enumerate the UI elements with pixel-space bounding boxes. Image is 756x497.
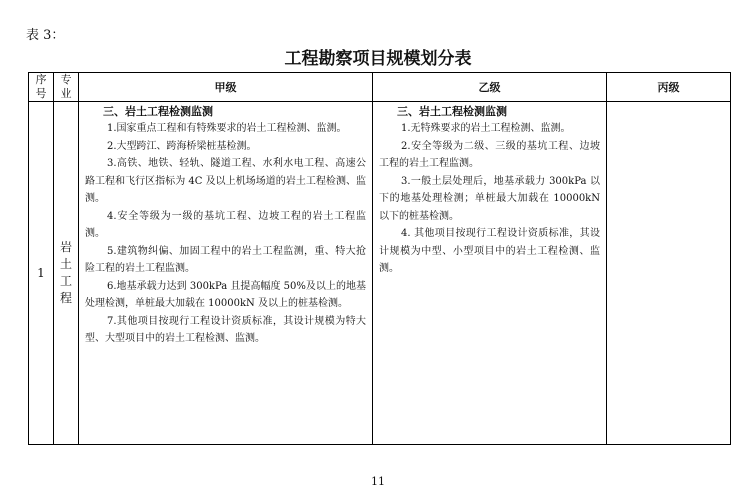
- grade-a-item: 2.大型跨江、跨海桥梁桩基检测。: [107, 140, 257, 152]
- header-major-char: 业: [60, 87, 72, 100]
- grade-a-item: 4.安全等级为一级的基坑工程、边坡工程的岩土工程监测。: [85, 210, 366, 239]
- page-number: 11: [371, 475, 385, 488]
- row-seq: 1: [29, 102, 54, 445]
- grade-b-item: 1.无特殊要求的岩土工程检测、监测。: [401, 123, 571, 134]
- project-scale-table: [28, 72, 731, 445]
- table-number-label: 表 3：: [26, 28, 65, 43]
- table-row: [29, 102, 731, 445]
- grade-a-content: [79, 102, 373, 445]
- grade-b-item: 2.安全等级为二级、三级的基坑工程、边坡工程的岩土工程监测。: [379, 140, 600, 169]
- grade-c-content: [607, 102, 731, 445]
- header-seq-char: 号: [35, 87, 47, 100]
- major-char: 岩: [59, 240, 72, 254]
- grade-a-item: 6.地基承载力达到 300kPa 且提高幅度 50%及以上的地基处理检测，单桩最大加载在 10000kN 及以上的桩基检测。: [85, 280, 366, 309]
- grade-b-content: [373, 102, 607, 445]
- header-row: [29, 73, 731, 102]
- grade-b-item: 4. 其他项目按现行工程设计资质标准，其设计规模为中型、小型项目中的岩土工程检测、监测。: [379, 228, 600, 274]
- header-grade-a: 甲级: [79, 73, 373, 102]
- grade-b-heading: 三、岩土工程检测监测: [397, 105, 507, 118]
- page-title: 工程勘察项目规模划分表: [284, 49, 472, 69]
- header-major-char: 专: [60, 73, 72, 86]
- grade-a-item: 3.高铁、地铁、轻轨、隧道工程、水利水电工程、高速公路工程和飞行区指标为 4C 及以上机场场道的岩土工程检测、监测。: [85, 158, 366, 204]
- grade-a-item: 7.其他项目按现行工程设计资质标准，其设计规模为特大型、大型项目中的岩土工程检测、监测。: [85, 315, 366, 344]
- grade-b-item: 3.一般土层处理后，地基承载力 300kPa 以下的地基处理检测；单桩最大加载在 10000kN 以下的桩基检测。: [379, 175, 600, 222]
- header-major: [54, 73, 79, 102]
- grade-a-heading: 三、岩土工程检测监测: [103, 105, 213, 118]
- major-char: 程: [59, 291, 72, 305]
- header-grade-b: 乙级: [373, 73, 607, 102]
- row-major: [54, 102, 79, 445]
- major-char: 土: [59, 257, 72, 271]
- grade-a-item: 5.建筑物纠偏、加固工程中的岩土工程监测，重、特大抢险工程的岩土工程监测。: [85, 245, 366, 274]
- header-seq: [29, 73, 54, 102]
- header-grade-c: 丙级: [607, 73, 731, 102]
- grade-a-item: 1.国家重点工程和有特殊要求的岩土工程检测、监测。: [107, 123, 347, 134]
- major-char: 工: [59, 274, 72, 288]
- header-seq-char: 序: [35, 73, 47, 86]
